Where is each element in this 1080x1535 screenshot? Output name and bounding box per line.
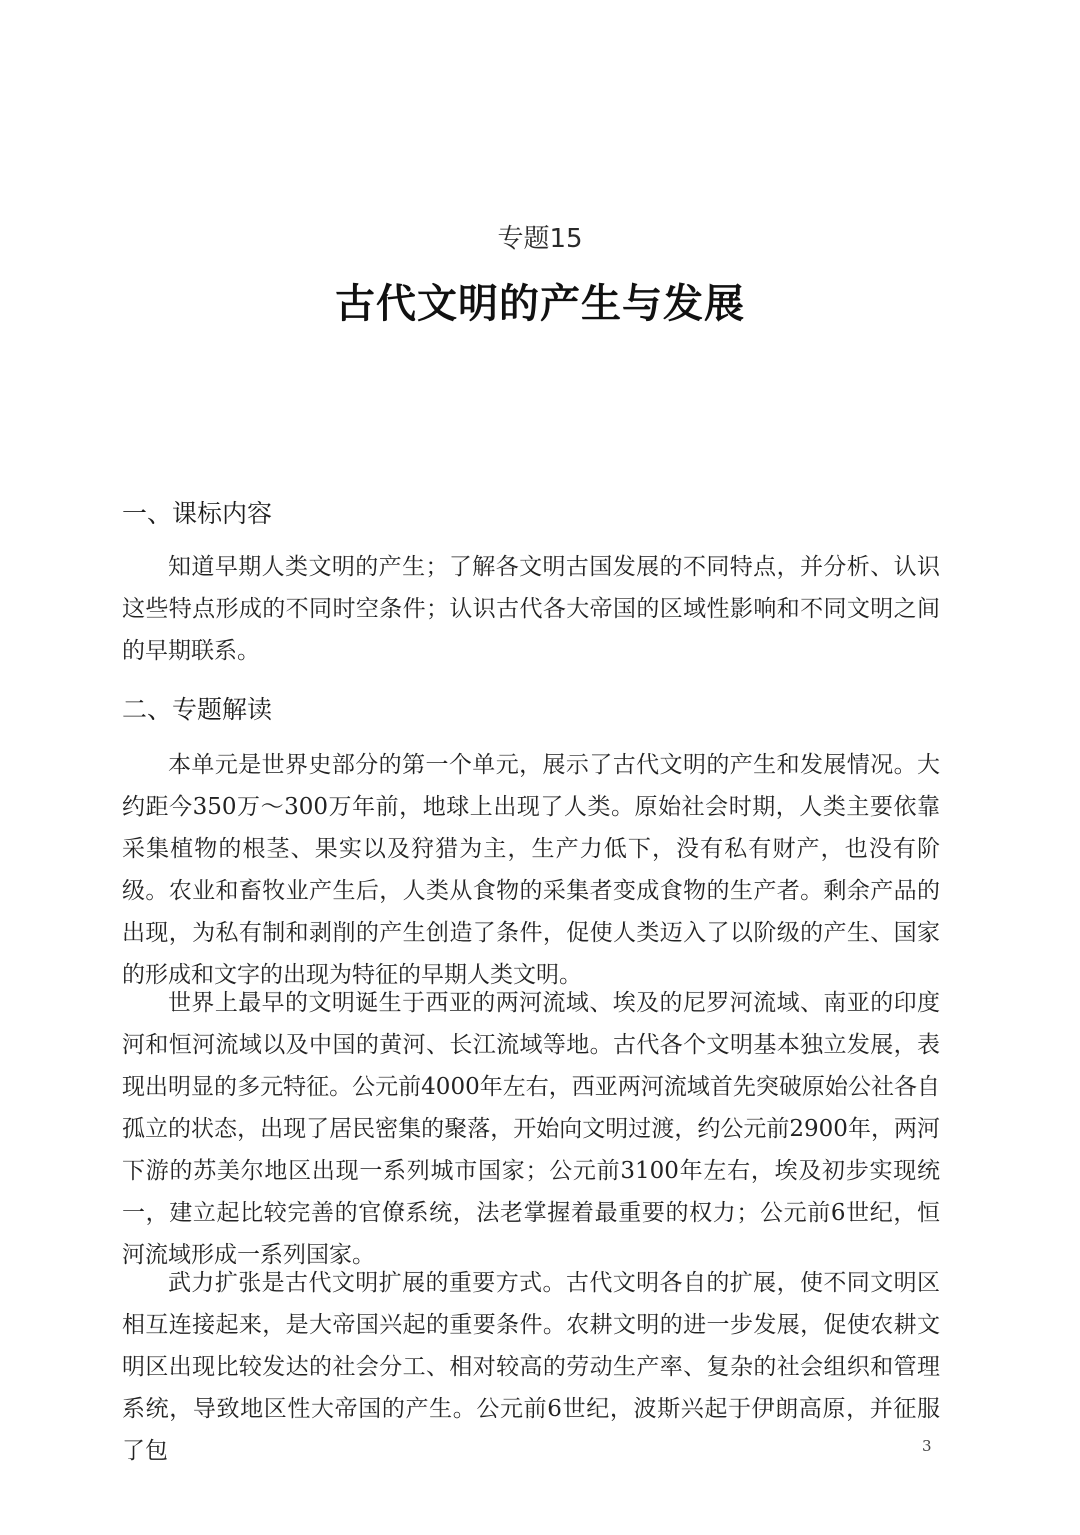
page-title: 古代文明的产生与发展 bbox=[335, 280, 745, 327]
paragraph-interpretation-1: 本单元是世界史部分的第一个单元，展示了古代文明的产生和发展情况。大约距今350万～300万年前，地球上出现了人类。原始社会时期，人类主要依靠采集植物的根茎、果实以及狩猎为主，生产力低下，没有私有财产，也没有阶级。农业和畜牧业产生后，人类从食物的采集者变成食物的生产者。剩余产品的出现，为私有制和剥削的产生创造了条件，促使人类迈入了以阶级的产生、国家的形成和文字的出现为特征的早期人类文明。 bbox=[122, 752, 940, 988]
paragraph-curriculum: 知道早期人类文明的产生；了解各文明古国发展的不同特点，并分析、认识这些特点形成的不同时空条件；认识古代各大帝国的区域性影响和不同文明之间的早期联系。 bbox=[122, 554, 940, 664]
section-heading-curriculum: 一、课标内容 bbox=[122, 499, 273, 528]
section-heading-interpretation: 二、专题解读 bbox=[122, 695, 273, 724]
page-number: 3 bbox=[922, 1437, 932, 1455]
paragraph-interpretation-3: 武力扩张是古代文明扩展的重要方式。古代文明各自的扩展，使不同文明区相互连接起来，是大帝国兴起的重要条件。农耕文明的进一步发展，促使农耕文明区出现比较发达的社会分工、相对较高的劳动生产率、复杂的社会组织和管理系统，导致地区性大帝国的产生。公元前6世纪，波斯兴起于伊朗高原，并征服了包 bbox=[122, 1270, 940, 1464]
topic-label: 专题15 bbox=[497, 224, 583, 254]
paragraph-interpretation-2: 世界上最早的文明诞生于西亚的两河流域、埃及的尼罗河流域、南亚的印度河和恒河流域以及中国的黄河、长江流域等地。古代各个文明基本独立发展，表现出明显的多元特征。公元前4000年左右，西亚两河流域首先突破原始公社各自孤立的状态，出现了居民密集的聚落，开始向文明过渡，约公元前2900年，两河下游的苏美尔地区出现一系列城市国家；公元前3100年左右，埃及初步实现统一，建立起比较完善的官僚系统，法老掌握着最重要的权力；公元前6世纪，恒河流域形成一系列国家。 bbox=[122, 990, 940, 1268]
